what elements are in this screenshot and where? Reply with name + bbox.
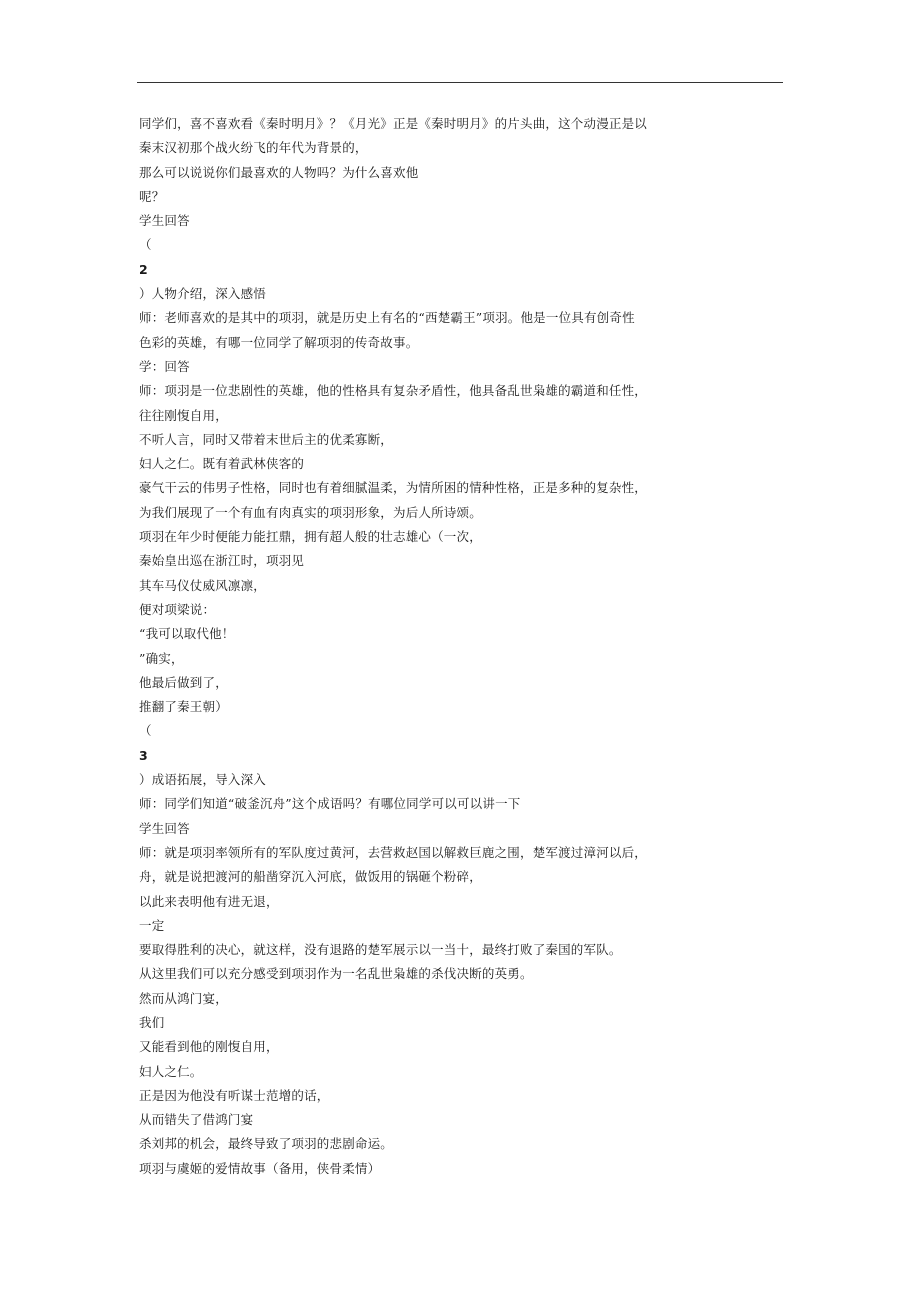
section-number: 2 <box>139 261 148 277</box>
text-line: 同学们，喜不喜欢看《秦时明月》？《月光》正是《秦时明月》的片头曲，这个动漫正是以 <box>139 116 648 131</box>
text-line: 项羽与虞姬的爱情故事（备用，侠骨柔情） <box>139 1160 381 1176</box>
text-line: 秦末汉初那个战火纷飞的年代为背景的， <box>139 140 368 156</box>
text-line: 以此来表明他有进无退， <box>139 893 279 909</box>
text-line: 色彩的英雄，有哪一位同学了解项羽的传奇故事。 <box>139 334 419 350</box>
text-line: “我可以取代他！ <box>139 626 235 642</box>
text-line: ”确实， <box>139 650 184 666</box>
text-line: 又能看到他的刚愎自用， <box>139 1039 279 1055</box>
text-line: 他最后做到了， <box>139 674 228 690</box>
text-line: 其车马仪仗威风凛凛， <box>139 577 267 593</box>
document-body <box>139 112 779 1181</box>
text-line: 不听人言，同时又带着末世后主的优柔寡断， <box>139 431 394 447</box>
text-line: 从这里我们可以充分感受到项羽作为一名乱世枭雄的杀伐决断的英勇。 <box>139 966 533 982</box>
text-line: 师：同学们知道“破釜沉舟”这个成语吗？有哪位同学可以可以讲一下 <box>139 796 521 812</box>
text-line: 妇人之仁。 <box>139 1063 203 1079</box>
text-line: 我们 <box>139 1014 165 1030</box>
text-line: 那么可以说说你们最喜欢的人物吗？为什么喜欢他 <box>139 164 419 180</box>
section-heading: ）人物介绍，深入感悟 <box>139 286 267 302</box>
section-heading: ）成语拓展，导入深入 <box>139 772 267 788</box>
text-line: 项羽在年少时便能力能扛鼎，拥有超人般的壮志雄心（一次， <box>139 529 482 545</box>
header-rule <box>137 82 783 83</box>
text-line: 一定 <box>139 917 165 933</box>
text-line: 学生回答 <box>139 213 190 229</box>
section-number: 3 <box>139 747 148 763</box>
text-line: 秦始皇出巡在浙江时，项羽见 <box>139 553 305 569</box>
text-line: 便对项梁说： <box>139 601 216 617</box>
text-line: 师：老师喜欢的是其中的项羽，就是历史上有名的“西楚霸王”项羽。他是一位具有创奇性 <box>139 310 635 326</box>
text-line: 学生回答 <box>139 820 190 836</box>
text-line: （ <box>139 237 152 253</box>
text-line: （ <box>139 723 152 739</box>
text-line: 为我们展现了一个有血有肉真实的项羽形象，为后人所诗颂。 <box>139 504 482 520</box>
text-line: 妇人之仁。既有着武林侠客的 <box>139 456 305 472</box>
text-line: 正是因为他没有听谋士范增的话， <box>139 1087 330 1103</box>
text-line: 呢？ <box>139 188 165 204</box>
text-line: 从而错失了借鸿门宴 <box>139 1112 254 1128</box>
text-line: 往往刚愎自用， <box>139 407 228 423</box>
text-line: 学：回答 <box>139 358 190 374</box>
text-line: 豪气干云的伟男子性格，同时也有着细腻温柔，为情所困的情种性格，正是多种的复杂性， <box>139 480 648 496</box>
text-line: 推翻了秦王朝） <box>139 699 228 715</box>
text-line: 师：项羽是一位悲剧性的英雄，他的性格具有复杂矛盾性，他具备乱世枭雄的霸道和任性， <box>139 383 648 399</box>
text-line: 然而从鸿门宴， <box>139 990 228 1006</box>
text-line: 舟，就是说把渡河的船凿穿沉入河底，做饭用的锅砸个粉碎， <box>139 869 482 885</box>
text-line: 要取得胜利的决心，就这样，没有退路的楚军展示以一当十，最终打败了秦国的军队。 <box>139 942 622 958</box>
text-line: 师：就是项羽率领所有的军队度过黄河，去营救赵国以解救巨鹿之围，楚军渡过漳河以后， <box>139 844 648 860</box>
text-line: 杀刘邦的机会，最终导致了项羽的悲剧命运。 <box>139 1136 394 1152</box>
